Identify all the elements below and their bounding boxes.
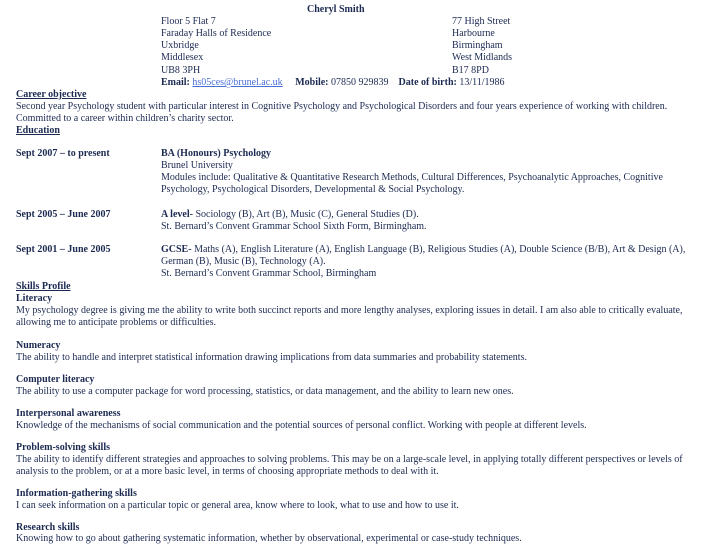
education-subjects: Maths (A), English Literature (A), English Language (B), Religious Studies (A), Double Science (B/B), Art & Design (A), bbox=[191, 244, 686, 255]
email-link[interactable]: hs05ces@brunel.ac.uk bbox=[192, 77, 283, 88]
education-detail: German (B), Music (B), Technology (A). bbox=[161, 256, 326, 267]
education-dates: Sept 2001 – June 2005 bbox=[16, 244, 111, 255]
education-detail: St. Bernard’s Convent Grammar School, Birmingham bbox=[161, 268, 377, 279]
education-title-line bbox=[161, 244, 685, 256]
education-detail: Modules include: Qualitative & Quantitative Research Methods, Cultural Differences, Psychoanalytic Approaches, Cognitive bbox=[161, 172, 663, 183]
home-address-line: B17 8PD bbox=[452, 65, 489, 76]
education-title-line bbox=[161, 209, 419, 221]
home-address-line: West Midlands bbox=[452, 52, 513, 63]
skill-text: The ability to handle and interpret statistical information drawing implications from data summaries and probability statements. bbox=[16, 352, 527, 363]
skill-title: Computer literacy bbox=[16, 374, 95, 385]
skill-text: I can seek information on a particular topic or general area, know where to look, what to use and how to use it. bbox=[16, 500, 459, 511]
home-address-line: Harbourne bbox=[452, 28, 495, 39]
mobile-number: 07850 929839 bbox=[331, 77, 389, 88]
skill-title: Information-gathering skills bbox=[16, 488, 137, 499]
skill-title: Interpersonal awareness bbox=[16, 408, 121, 419]
dob-label: Date of birth: bbox=[398, 77, 457, 88]
candidate-name: Cheryl Smith bbox=[307, 4, 365, 15]
skill-text: allowing me to anticipate problems or difficulties. bbox=[16, 317, 217, 328]
term-address-line: Floor 5 Flat 7 bbox=[161, 16, 216, 27]
term-address-line: Faraday Halls of Residence bbox=[161, 28, 272, 39]
education-title: GCSE- bbox=[161, 244, 192, 255]
career-objective-heading: Career objective bbox=[16, 89, 87, 100]
skill-title: Literacy bbox=[16, 293, 53, 304]
skill-text: The ability to use a computer package for word processing, statistics, or data management, and the ability to learn new ones. bbox=[16, 386, 514, 397]
home-address-line: Birmingham bbox=[452, 40, 503, 51]
education-detail: Psychology, Psychological Disorders, Developmental & Social Psychology. bbox=[161, 184, 465, 195]
education-detail: Brunel University bbox=[161, 160, 233, 171]
term-address-line: UB8 3PH bbox=[161, 65, 201, 76]
skill-text: My psychology degree is giving me the ability to write both succinct reports and more lengthy analyses, exploring issues in detail. I am also able to critically evaluate, bbox=[16, 305, 683, 316]
skill-title: Numeracy bbox=[16, 340, 61, 351]
education-dates: Sept 2005 – June 2007 bbox=[16, 209, 111, 220]
skills-heading: Skills Profile bbox=[16, 281, 71, 292]
term-address-line: Middlesex bbox=[161, 52, 204, 63]
mobile-label: Mobile: bbox=[295, 77, 329, 88]
skill-title: Research skills bbox=[16, 522, 80, 533]
email-label: Email: bbox=[161, 77, 190, 88]
skill-title: Problem-solving skills bbox=[16, 442, 110, 453]
skill-text: Knowledge of the mechanisms of social communication and the potential sources of personal conflict. Working with people at different levels. bbox=[16, 420, 587, 431]
term-address-line: Uxbridge bbox=[161, 40, 199, 51]
dob-value: 13/11/1986 bbox=[459, 77, 505, 88]
contact-line bbox=[161, 77, 505, 89]
education-heading: Education bbox=[16, 125, 60, 136]
education-subjects: Sociology (B), Art (B), Music (C), General Studies (D). bbox=[192, 209, 419, 220]
home-address-line: 77 High Street bbox=[452, 16, 511, 27]
career-objective-text: Committed to a career within children’s charity sector. bbox=[16, 113, 234, 124]
education-title: A level- bbox=[161, 209, 193, 220]
education-detail: St. Bernard’s Convent Grammar School Sixth Form, Birmingham. bbox=[161, 221, 427, 232]
skill-text: analysis to the problem, or at a more basic level, in terms of choosing appropriate methods to deal with it. bbox=[16, 466, 439, 477]
skill-text: The ability to identify different strategies and approaches to solving problems. This may be on a large-scale level, in applying totally different perspectives or levels of bbox=[16, 454, 683, 465]
education-dates: Sept 2007 – to present bbox=[16, 148, 110, 159]
career-objective-text: Second year Psychology student with particular interest in Cognitive Psychology and Psychological Disorders and four years experience of working with children. bbox=[16, 101, 668, 112]
education-title: BA (Honours) Psychology bbox=[161, 148, 272, 159]
skill-text: Knowing how to go about gathering systematic information, whether by observational, experimental or case-study techniques. bbox=[16, 533, 522, 544]
